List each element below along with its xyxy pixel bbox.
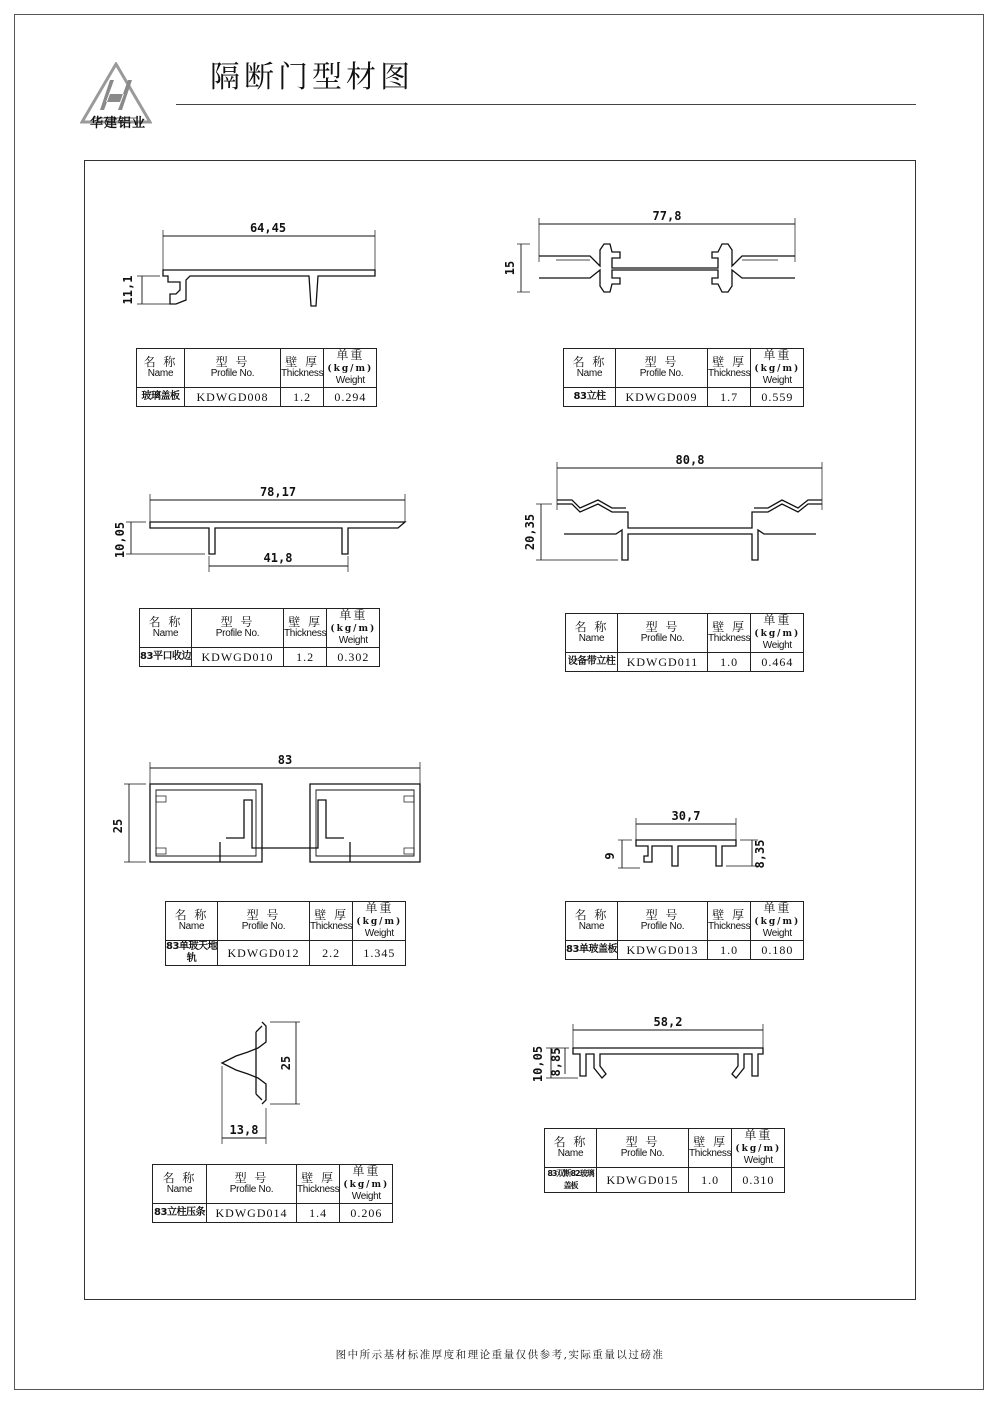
- spec-table-kdwgd008: 名 称 Name 型 号 Profile No. 壁 厚 Thickness 单重(kg/m) Weight 玻璃盖板 KDWGD008 1.2 0.294: [136, 348, 377, 407]
- profile-drawing-kdwgd008: [121, 221, 375, 306]
- footer-note: 图中所示基材标准厚度和理论重量仅供参考,实际重量以过磅准: [335, 1349, 665, 1361]
- dim-height-label: 20,35: [523, 513, 537, 551]
- profile-drawing-kdwgd011: [523, 453, 822, 560]
- unit-weight: 0.206: [340, 1204, 393, 1223]
- profile-number: KDWGD009: [616, 388, 708, 407]
- wall-thickness: 1.2: [281, 388, 324, 407]
- unit-weight: 0.294: [324, 388, 377, 407]
- spec-table-kdwgd012: 名 称 Name 型 号 Profile No. 壁 厚 Thickness 单重(kg/m) Weight 83单玻天地轨 KDWGD012 2.2 1.345: [165, 901, 406, 966]
- dim-width-label: 83: [277, 753, 293, 767]
- wall-thickness: 1.0: [708, 653, 751, 672]
- unit-weight: 0.310: [732, 1168, 785, 1193]
- profile-drawing-kdwgd009: [503, 209, 795, 292]
- profile-drawing-kdwgd015: [531, 1015, 763, 1082]
- dim-height-label: 25: [111, 818, 125, 834]
- dim-width-label: 30,7: [671, 809, 701, 823]
- brand-name: 华建铝业: [89, 116, 146, 131]
- spec-table-kdwgd011: 名 称 Name 型 号 Profile No. 壁 厚 Thickness 单重(kg/m) Weight 设备带立柱 KDWGD011 1.0 0.464: [565, 613, 804, 672]
- spec-table-kdwgd010: 名 称 Name 型 号 Profile No. 壁 厚 Thickness 单重(kg/m) Weight 83平口收边 KDWGD010 1.2 0.302: [139, 608, 380, 667]
- unit-weight: 1.345: [353, 941, 406, 966]
- profile-number: KDWGD015: [597, 1168, 689, 1193]
- profile-name: 83单玻天地轨: [166, 941, 217, 964]
- dim-height-label: 10,05: [113, 521, 127, 559]
- wall-thickness: 2.2: [310, 941, 353, 966]
- dim-height-label: 15: [503, 260, 517, 276]
- dim-leg-height-label: 8,35: [753, 839, 767, 869]
- dim-leg-height-label: 8,85: [549, 1047, 563, 1077]
- dim-height-label: 10,05: [531, 1045, 545, 1083]
- profile-name: 83单玻盖板: [566, 941, 618, 960]
- unit-weight: 0.180: [751, 941, 804, 960]
- wall-thickness: 1.0: [689, 1168, 732, 1193]
- page-title: 隔断门型材图: [210, 60, 414, 95]
- dim-width-label: 13,8: [229, 1123, 259, 1137]
- profile-name: 玻璃盖板: [137, 388, 185, 407]
- profile-number: KDWGD013: [618, 941, 708, 960]
- dim-width-label: 78,17: [259, 485, 297, 499]
- wall-thickness: 1.0: [708, 941, 751, 960]
- profile-number: KDWGD011: [618, 653, 708, 672]
- unit-weight: 0.464: [751, 653, 804, 672]
- profile-drawing-kdwgd013: [603, 809, 767, 868]
- profile-name: 83平口收边: [140, 648, 192, 667]
- wall-thickness: 1.4: [297, 1204, 340, 1223]
- dim-width-label: 80,8: [675, 453, 705, 467]
- spec-table-kdwgd013: 名 称 Name 型 号 Profile No. 壁 厚 Thickness 单重(kg/m) Weight 83单玻盖板 KDWGD013 1.0 0.180: [565, 901, 804, 960]
- spec-table-kdwgd009: 名 称 Name 型 号 Profile No. 壁 厚 Thickness 单重(kg/m) Weight 83立柱 KDWGD009 1.7 0.559: [563, 348, 804, 407]
- dim-height-label: 25: [279, 1055, 293, 1071]
- profile-drawing-kdwgd010: [113, 485, 405, 572]
- dim-height-label: 9: [603, 852, 617, 860]
- wall-thickness: 1.2: [284, 648, 327, 667]
- profile-number: KDWGD008: [185, 388, 281, 407]
- dim-leg-span-label: 41,8: [263, 551, 293, 565]
- unit-weight: 0.302: [327, 648, 380, 667]
- profile-number: KDWGD010: [192, 648, 284, 667]
- profile-drawing-kdwgd014: [222, 1022, 300, 1144]
- profile-name: 83立柱压条: [153, 1204, 207, 1223]
- profile-number: KDWGD014: [207, 1204, 297, 1223]
- spec-table-kdwgd015: 名 称 Name 型 号 Profile No. 壁 厚 Thickness 单重(kg/m) Weight 83双断82玻璃盖板 KDWGD015 1.0 0.310: [544, 1128, 785, 1193]
- unit-weight: 0.559: [751, 388, 804, 407]
- profile-name: 设备带立柱: [566, 653, 618, 672]
- dim-width-label: 58,2: [653, 1015, 683, 1029]
- dim-height-label: 11,1: [121, 275, 135, 305]
- wall-thickness: 1.7: [708, 388, 751, 407]
- spec-table-kdwgd014: 名 称 Name 型 号 Profile No. 壁 厚 Thickness 单重(kg/m) Weight 83立柱压条 KDWGD014 1.4 0.206: [152, 1164, 393, 1223]
- profile-drawing-kdwgd012: [111, 753, 420, 862]
- profile-name: 83双断82玻璃盖板: [545, 1168, 597, 1193]
- profile-number: KDWGD012: [218, 941, 310, 966]
- dim-width-label: 64,45: [249, 221, 287, 235]
- dim-width-label: 77,8: [652, 209, 682, 223]
- profile-name: 83立柱: [564, 388, 616, 407]
